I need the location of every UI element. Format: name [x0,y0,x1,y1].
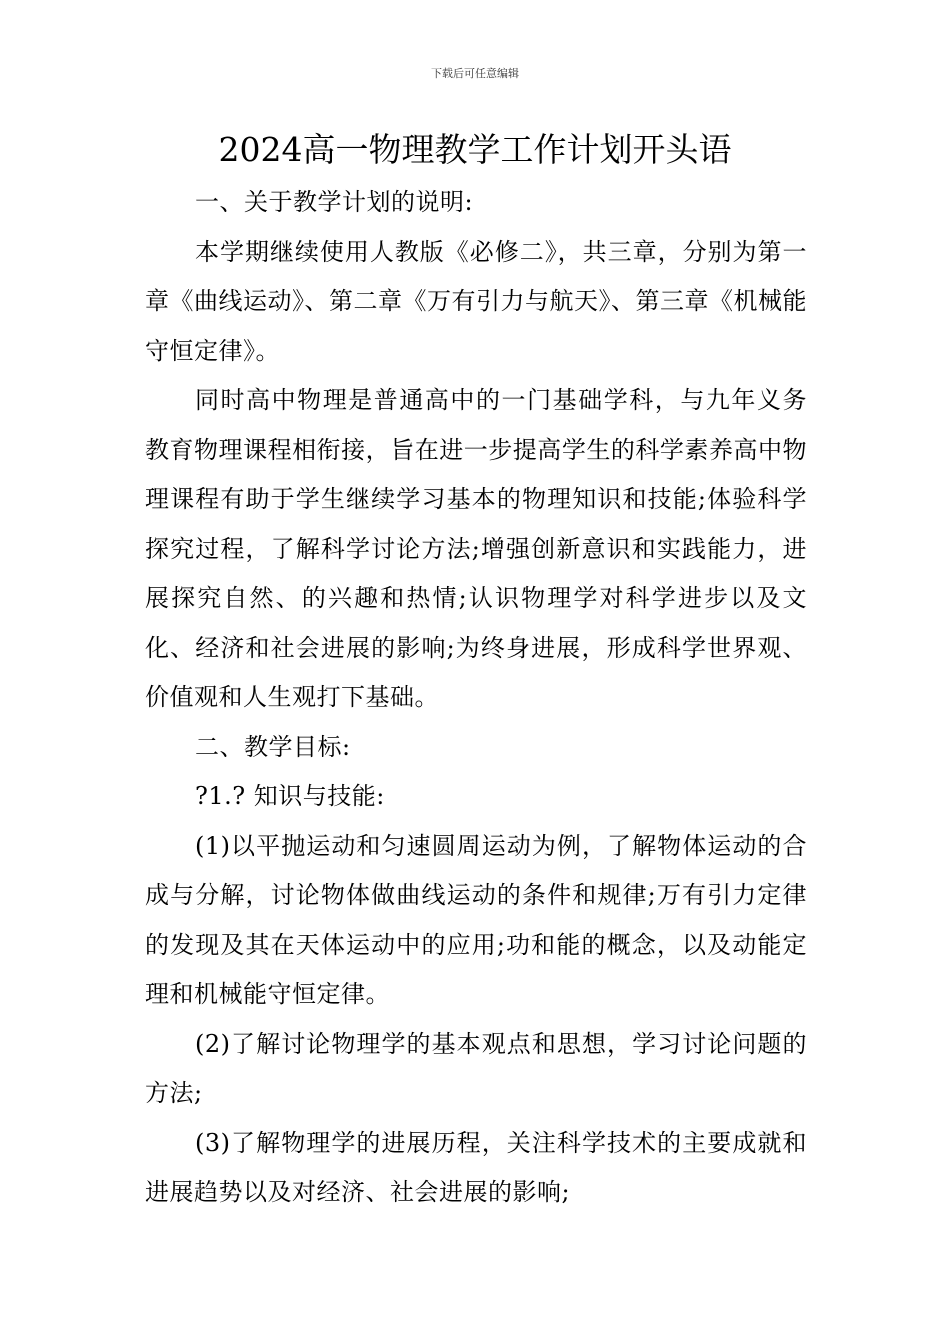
page-header-note: 下载后可任意编辑 [431,67,519,80]
list-item-1: (1)以平抛运动和匀速圆周运动为例，了解物体运动的合成与分解，讨论物体做曲线运动的条件和规律;万有引力定律的发现及其在天体运动中的应用;功和能的概念，以及动能定理和机械能守恒定律。 [145,831,807,1008]
paragraph-course-purpose: 同时高中物理是普通高中的一门基础学科，与九年义务教育物理课程相衔接，旨在进一步提高学生的科学素养高中物理课程有助于学生继续学习基本的物理知识和技能;体验科学探究过程，了解科学讨论方法;增强创新意识和实践能力，进展探究自然、的兴趣和热情;认识物理学对科学进步以及文化、经济和社会进展的影响;为终身进展，形成科学世界观、价值观和人生观打下基础。 [145,386,807,711]
subheading-knowledge-skills: ?1.? 知识与技能: [195,782,385,810]
section-heading-teaching-goals: 二、教学目标: [195,732,351,761]
document-title: 2024高一物理教学工作计划开头语 [218,130,732,169]
document-body [145,178,807,1218]
paragraph-textbook: 本学期继续使用人教版《必修二》，共三章，分别为第一章《曲线运动》、第二章《万有引力与航天》、第三章《机械能守恒定律》。 [145,237,807,365]
section-heading-plan-description: 一、关于教学计划的说明: [195,188,474,216]
list-item-3: (3)了解物理学的进展历程，关注科学技术的主要成就和进展趋势以及对经济、社会进展的影响; [145,1128,807,1206]
list-item-2: (2)了解讨论物理学的基本观点和思想，学习讨论问题的方法; [145,1029,807,1107]
